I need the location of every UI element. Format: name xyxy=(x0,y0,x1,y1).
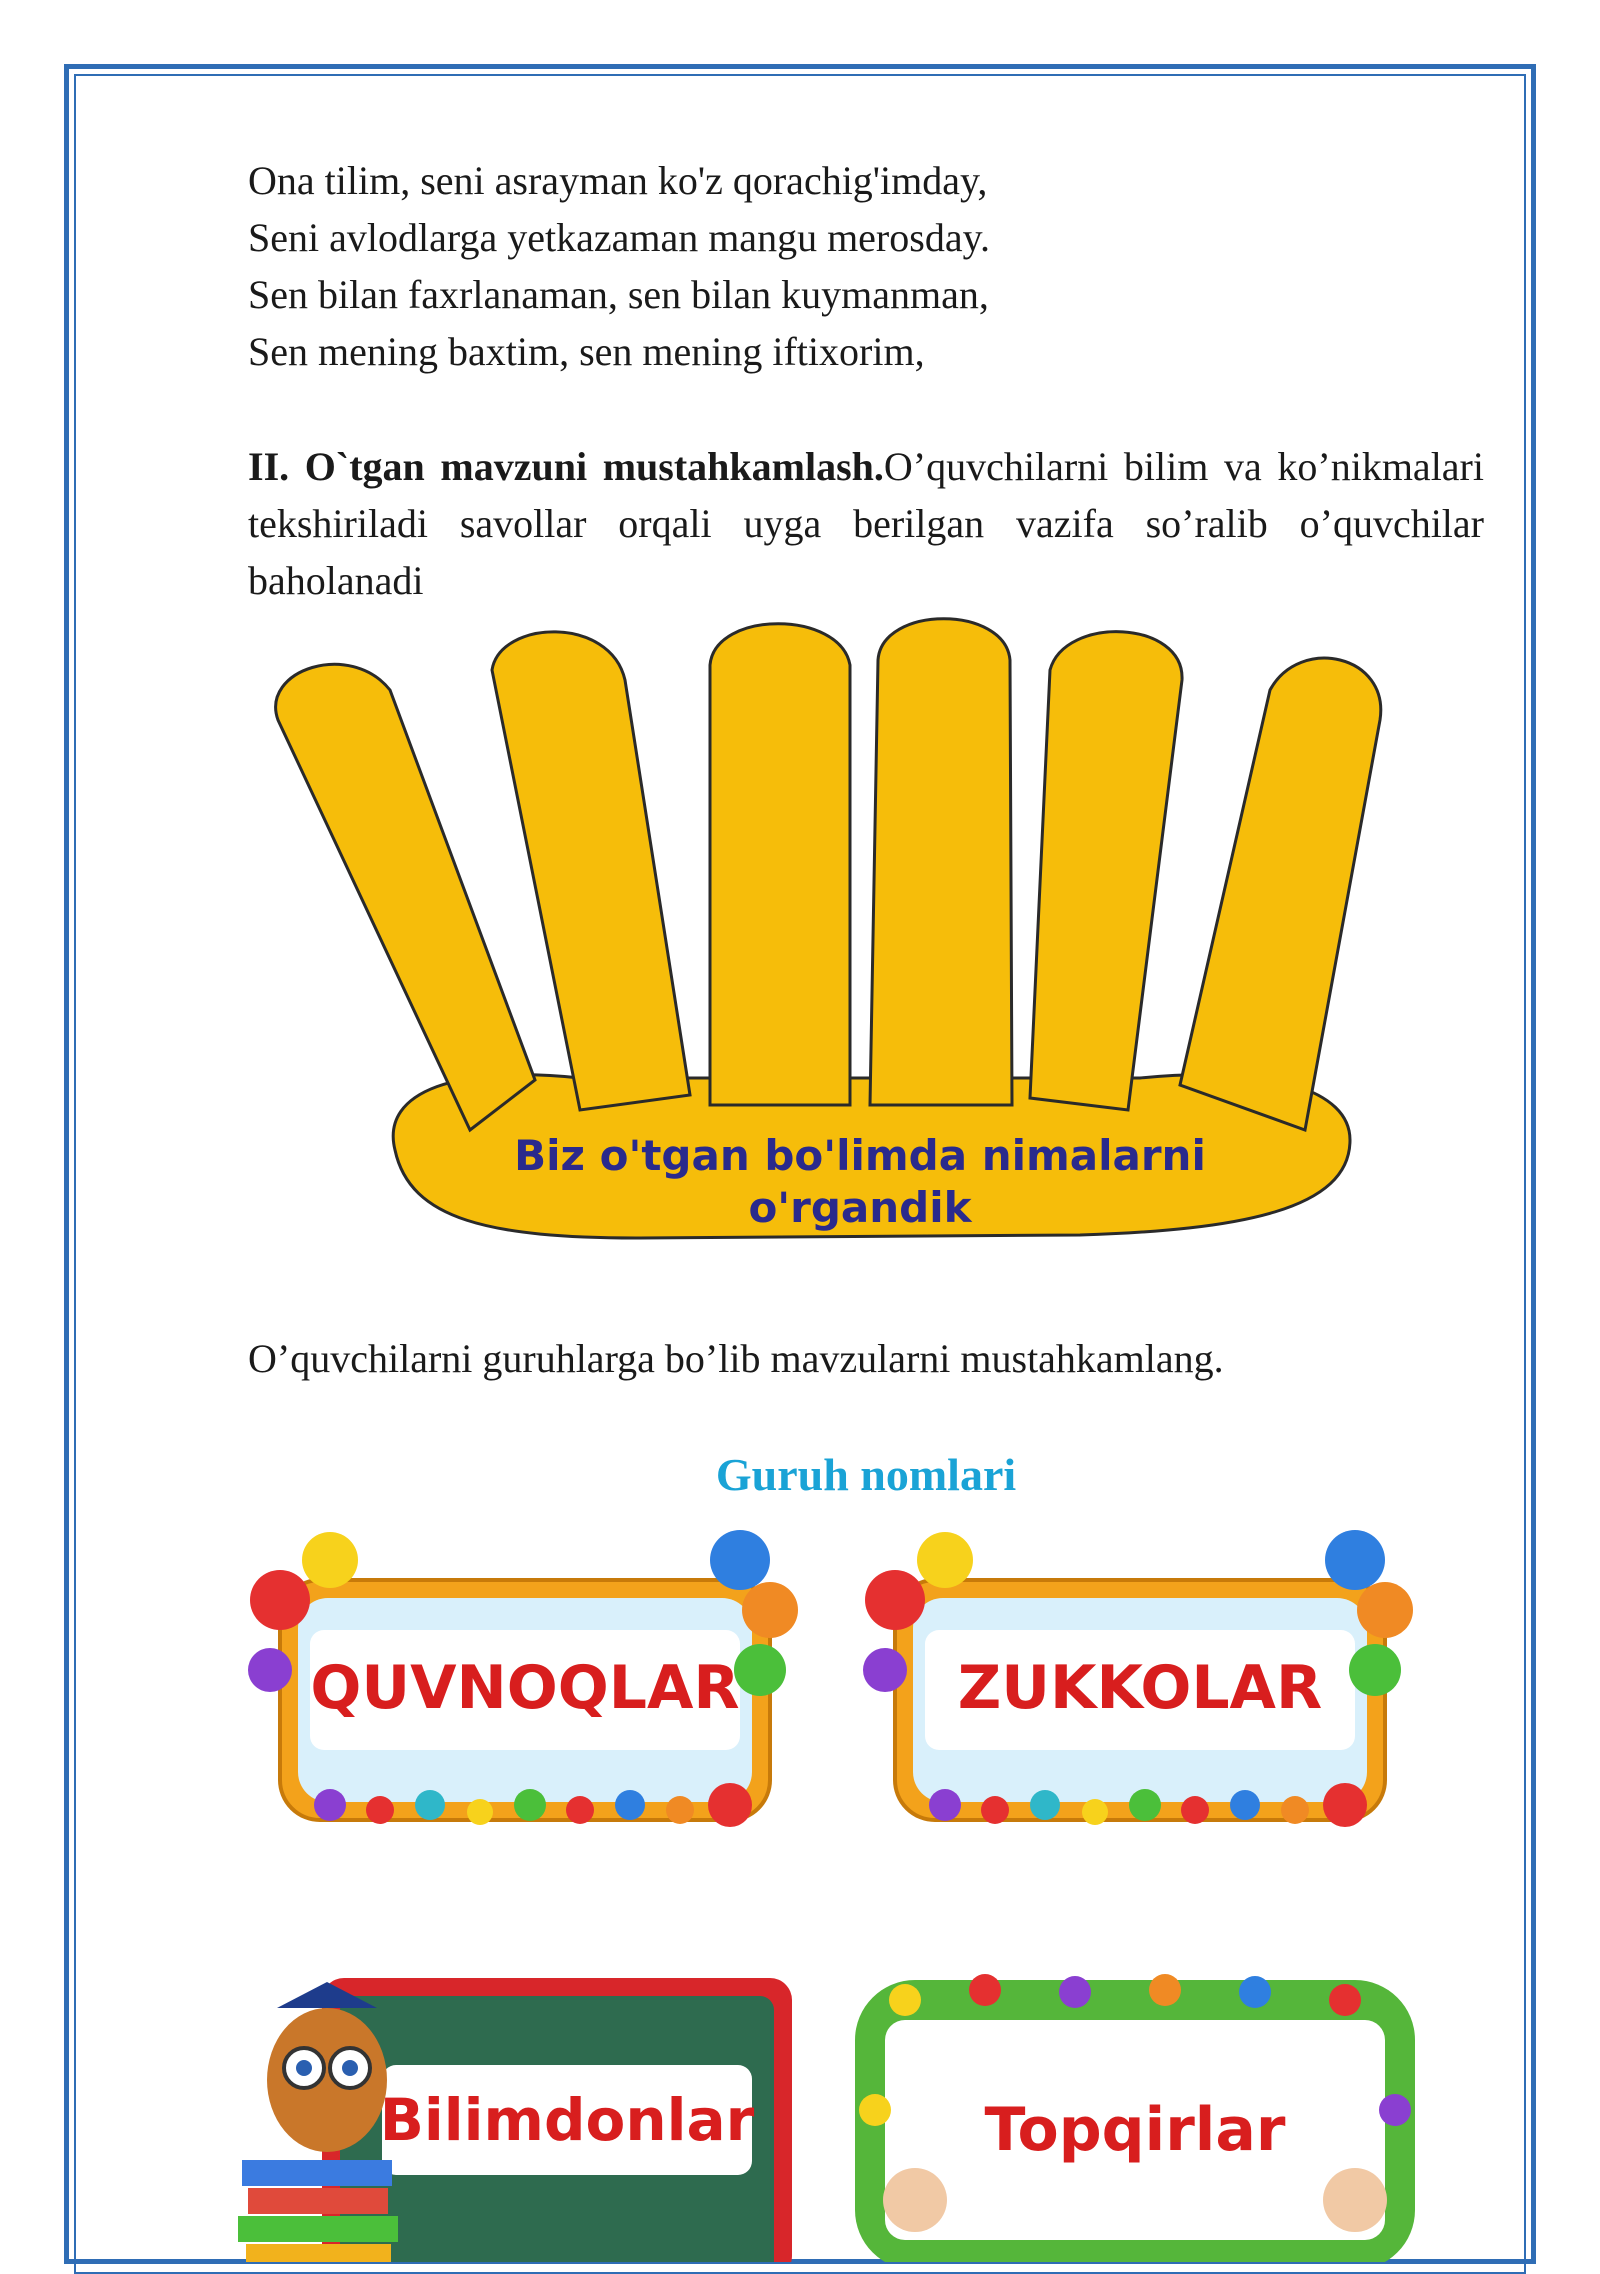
crown-text-line2: o'rgandik xyxy=(748,1183,972,1232)
crown-graphic xyxy=(260,610,1460,1250)
crown-finger xyxy=(1180,658,1381,1130)
section-2-title: II. O`tgan mavzuni mustahkamlash. xyxy=(248,444,884,489)
groups-heading: Guruh nomlari xyxy=(715,1449,1017,1500)
group-card-quvnoqlar xyxy=(240,1520,810,1850)
crown-finger xyxy=(1030,632,1182,1110)
books-icon xyxy=(238,2160,398,2262)
group-card-topqirlar xyxy=(845,1960,1425,2262)
group-name: ZUKKOLAR xyxy=(957,1653,1323,1723)
group-card-zukkolar xyxy=(855,1520,1425,1850)
crown-finger xyxy=(710,624,850,1105)
group-card-bilimdonlar xyxy=(232,1960,812,2262)
section-2-body: O’quvchilarni bilim va ko’nikmalari tekshiriladi savollar orqali uyga berilgan vazifa so’ralib o’quvchilar baholanadi xyxy=(248,444,1484,603)
crown-finger xyxy=(276,664,535,1130)
group-name: QUVNOQLAR xyxy=(310,1653,740,1723)
poem-line: Sen bilan faxrlanaman, sen bilan kuymanman, xyxy=(248,272,989,317)
group-name: Bilimdonlar xyxy=(379,2086,755,2154)
instruction-paragraph: O’quvchilarni guruhlarga bo’lib mavzularni mustahkamlang. xyxy=(248,1336,1224,1381)
poem xyxy=(248,152,1484,380)
section-2 xyxy=(248,438,1484,609)
poem-line: Sen mening baxtim, sen mening iftixorim, xyxy=(248,329,925,374)
page-content xyxy=(248,152,1484,609)
crown-finger xyxy=(870,619,1012,1105)
group-name: Topqirlar xyxy=(984,2095,1286,2165)
crown-finger xyxy=(492,632,690,1110)
poem-line: Ona tilim, seni asrayman ko'z qorachig'imday, xyxy=(248,158,988,203)
owl-icon xyxy=(267,1982,387,2152)
crown-text-line1: Biz o'tgan bo'limda nimalarni xyxy=(514,1131,1206,1180)
poem-line: Seni avlodlarga yetkazaman mangu merosday. xyxy=(248,215,990,260)
